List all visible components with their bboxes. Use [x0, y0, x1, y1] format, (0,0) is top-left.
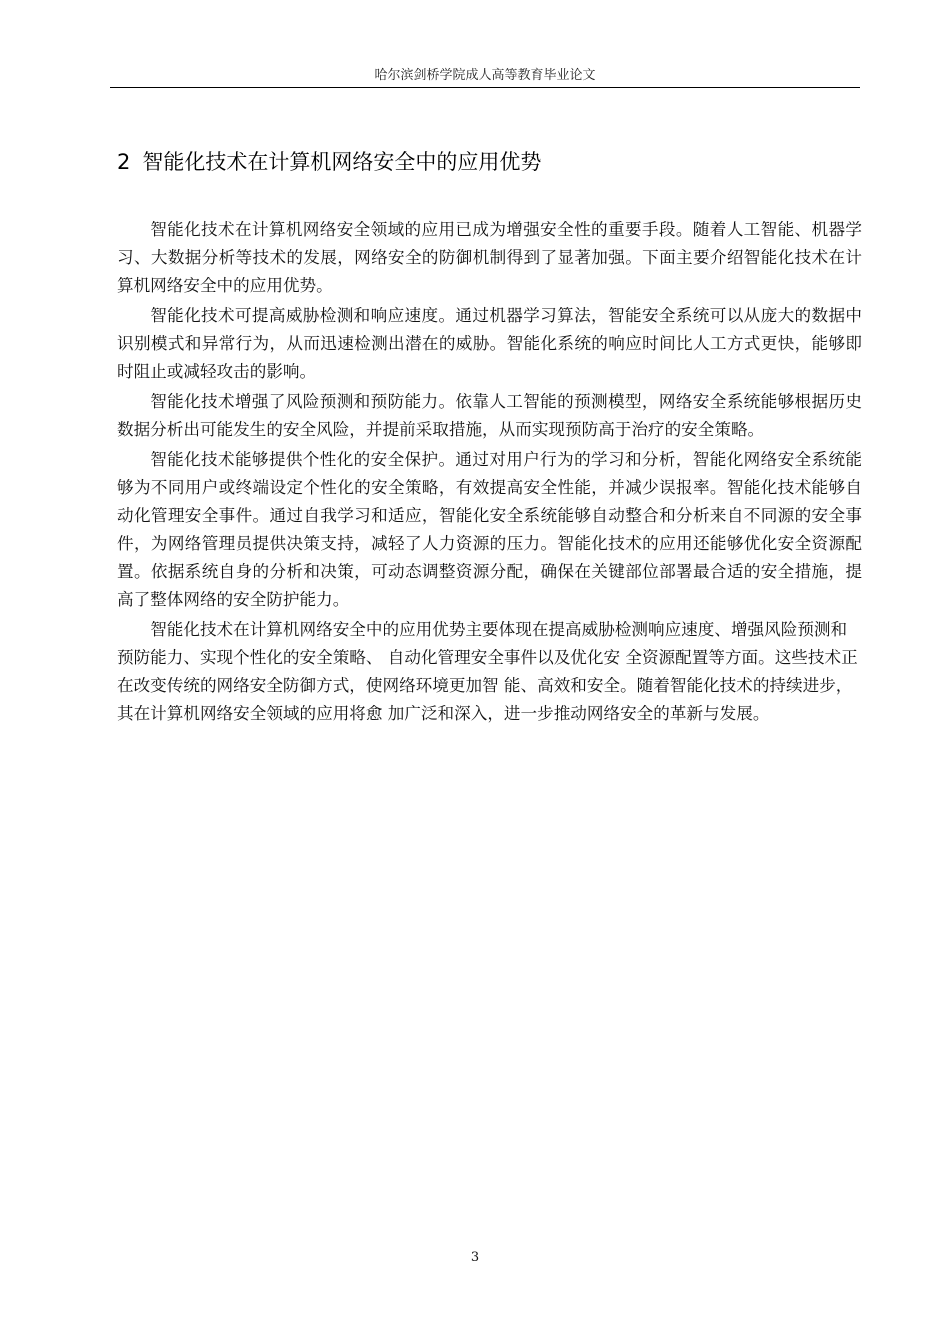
paragraph: 智能化技术可提高威胁检测和响应速度。通过机器学习算法，智能安全系统可以从庞大的数据中识别模式和异常行为，从而迅速检测出潜在的威胁。智能化系统的响应时间比人工方式更快，能够即时阻止或减轻攻击的影响。: [117, 306, 862, 381]
paragraph: 智能化技术在计算机网络安全中的应用优势主要体现在提高威胁检测响应速度、增强风险预测和预防能力、实现个性化的安全策略、 自动化管理安全事件以及优化安 全资源配置等方面。这些技术正在改变传统的网络安全防御方式，使网络环境更加智 能、高效和安全。随着智能化技术的持续进步，其在计算机网络安全领域的应用将愈 加广泛和深入，进一步推动网络安全的革新与发展。: [117, 620, 858, 723]
section-number: 2: [117, 150, 131, 174]
paragraph: 智能化技术能够提供个性化的安全保护。通过对用户行为的学习和分析，智能化网络安全系统能够为不同用户或终端设定个性化的安全策略，有效提高安全性能，并减少误报率。智能化技术能够自动化管理安全事件。通过自我学习和适应，智能化安全系统能够自动整合和分析来自不同源的安全事件，为网络管理员提供决策支持，减轻了人力资源的压力。智能化技术的应用还能够优化安全资源配置。依据系统自身的分析和决策，可动态调整资源分配，确保在关键部位部署最合适的安全措施，提高了整体网络的安全防护能力。: [117, 450, 862, 609]
paragraph: 智能化技术增强了风险预测和预防能力。依靠人工智能的预测模型，网络安全系统能够根据历史数据分析出可能发生的安全风险，并提前采取措施，从而实现预防高于治疗的安全策略。: [117, 392, 862, 439]
header-divider: [110, 87, 860, 88]
page-number: 3: [470, 1250, 480, 1265]
body-text: [117, 216, 862, 730]
running-header: 哈尔滨剑桥学院成人高等教育毕业论文: [374, 68, 596, 83]
paragraph: 智能化技术在计算机网络安全领域的应用已成为增强安全性的重要手段。随着人工智能、机器学习、大数据分析等技术的发展，网络安全的防御机制得到了显著加强。下面主要介绍智能化技术在计算机网络安全中的应用优势。: [117, 220, 862, 295]
section-title: 智能化技术在计算机网络安全中的应用优势: [142, 150, 542, 174]
section-heading: [117, 146, 541, 176]
